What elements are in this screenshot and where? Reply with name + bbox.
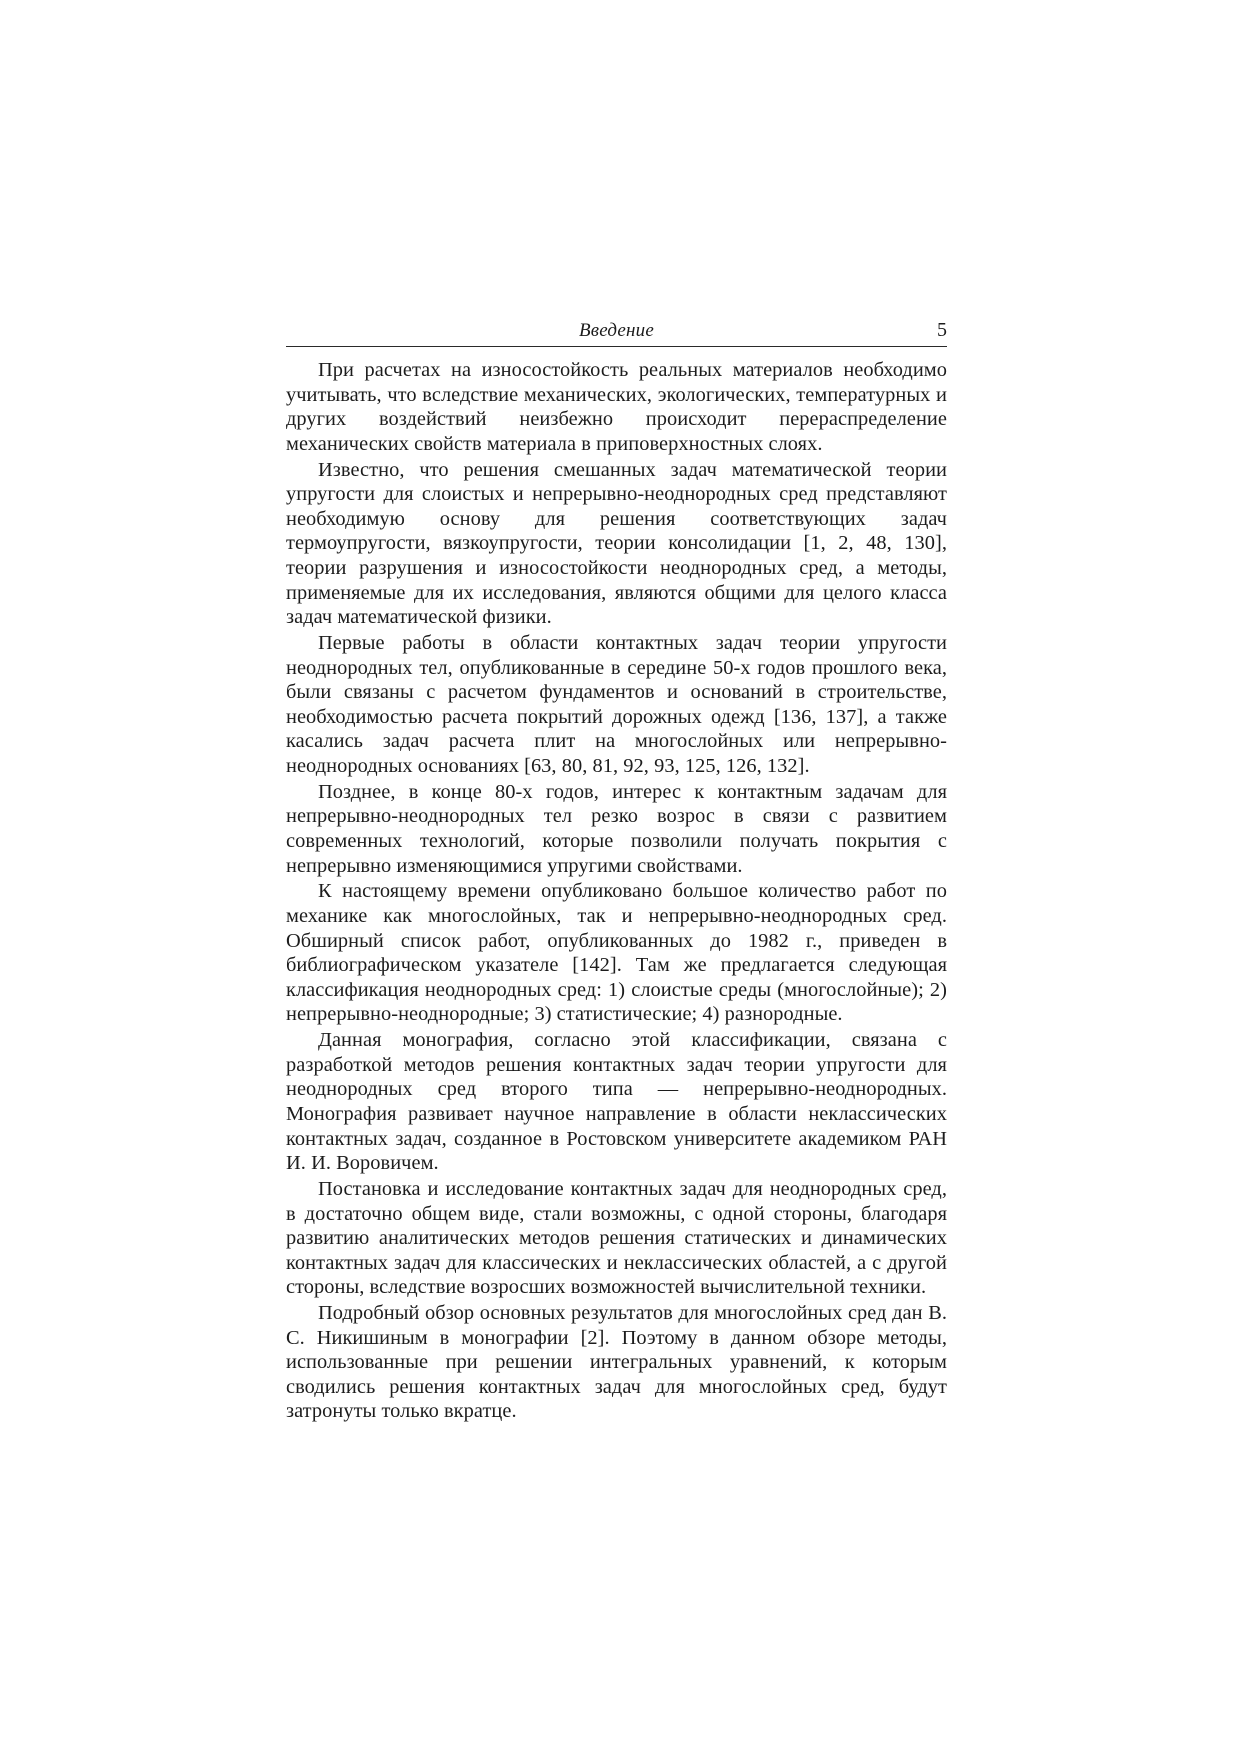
page-number: 5: [937, 319, 947, 341]
paragraph: Данная монография, согласно этой классификации, связана с разработкой методов решения контактных задач теории упругости для неоднородных сред второго типа — непрерывно-неоднородных. Монография развивает научное направление в области неклассических контактных задач, созданное в Ростовском университете академиком РАН И. И. Воровичем.: [286, 1029, 947, 1175]
paragraph: Постановка и исследование контактных задач для неоднородных сред, в достаточно общем виде, стали возможны, с одной стороны, благодаря развитию аналитических методов решения статических и динамических контактных задач для классических и неклассических областей, а с другой стороны, вследствие возросших возможностей вычислительной техники.: [286, 1177, 947, 1299]
paragraph: Позднее, в конце 80-х годов, интерес к контактным задачам для непрерывно-неоднородных тел резко возрос в связи с развитием современных технологий, которые позволили получать покрытия с непрерывно изменяющимися упругими свойствами.: [286, 780, 947, 877]
body-text: [286, 358, 947, 1424]
paragraph: Известно, что решения смешанных задач математической теории упругости для слоистых и непрерывно-неоднородных сред представляют необходимую основу для решения соответствующих задач термоупругости, вязкоупругости, теории консолидации [1, 2, 48, 130], теории разрушения и износостойкости неоднородных сред, а методы, применяемые для их исследования, являются общими для целого класса задач математической физики.: [286, 458, 947, 629]
paragraph: При расчетах на износостойкость реальных материалов необходимо учитывать, что вследствие механических, экологических, температурных и других воздействий неизбежно происходит перераспределение механических свойств материала в приповерхностных слоях.: [286, 359, 947, 455]
paragraph: Первые работы в области контактных задач теории упругости неоднородных тел, опубликованные в середине 50-х годов прошлого века, были связаны с расчетом фундаментов и оснований в строительстве, необходимостью расчета покрытий дорожных одежд [136, 137], а также касались задач расчета плит на многослойных или непрерывно-неоднородных основаниях [63, 80, 81, 92, 93, 125, 126, 132].: [286, 631, 947, 777]
paragraph: К настоящему времени опубликовано большое количество работ по механике как многослойных, так и непрерывно-неоднородных сред. Обширный список работ, опубликованных до 1982 г., приведен в библиографическом указателе [142]. Там же предлагается следующая классификация неоднородных сред: 1) слоистые среды (многослойные); 2) непрерывно-неоднородные; 3) статистические; 4) разнородные.: [286, 880, 947, 1026]
running-head: [286, 318, 947, 347]
running-head-title: Введение: [578, 320, 655, 341]
paragraph: Подробный обзор основных результатов для многослойных сред дан В. С. Никишиным в монографии [2]. Поэтому в данном обзоре методы, использованные при решении интегральных уравнений, к которым сводились решения контактных задач для многослойных сред, будут затронуты только вкратце.: [286, 1302, 947, 1423]
